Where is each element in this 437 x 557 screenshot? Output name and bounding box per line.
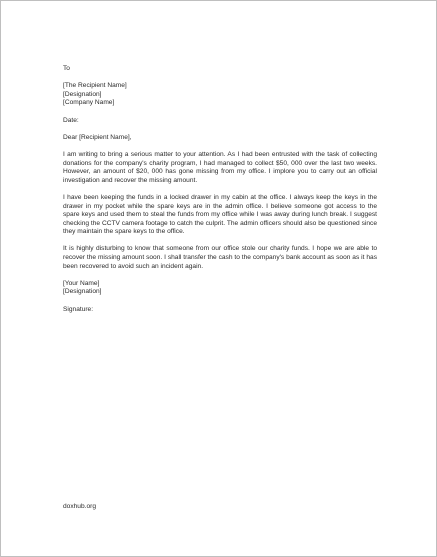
- sender-name: [Your Name]: [63, 279, 100, 287]
- company-name: [Company Name]: [63, 99, 115, 107]
- sender-designation: [Designation]: [63, 288, 102, 296]
- footer-watermark: doxhub.org: [63, 503, 96, 510]
- body-paragraph-1: I am writing to bring a serious matter to your attention. As I had been entrusted with the task of collecting donations for the company's charity program, I had managed to collect $50, 000 over the last two weeks. However, an amount of $20, 000 has gone missing from my office. I implore you to carry out an official investigation and recover the missing amount.: [63, 150, 377, 184]
- recipient-designation: [Designation]: [63, 90, 102, 98]
- salutation: Dear [Recipient Name],: [63, 133, 132, 141]
- to-label: To: [63, 65, 70, 72]
- body-paragraph-3: It is highly disturbing to know that someone from our office stole our charity funds. I hope we are able to recover the missing amount soon. I shall transfer the cash to the company's bank account as soon as it has been recovered to avoid such an incident again.: [63, 245, 377, 270]
- signature-label: Signature:: [63, 305, 94, 313]
- letter-body: [63, 65, 377, 314]
- recipient-name: [The Recipient Name]: [63, 82, 127, 90]
- date-label: Date:: [63, 116, 79, 124]
- body-paragraph-2: I have been keeping the funds in a locked drawer in my cabin at the office. I always keep the keys in the drawer in my pocket while the spare keys are in the admin office. I believe someone got access to the spare keys and used them to steal the funds from my office while I was away during lunch break. I suggest checking the CCTV camera footage to catch the culprit. The admin officers should also be questioned since they maintain the spare keys to the office.: [63, 193, 377, 236]
